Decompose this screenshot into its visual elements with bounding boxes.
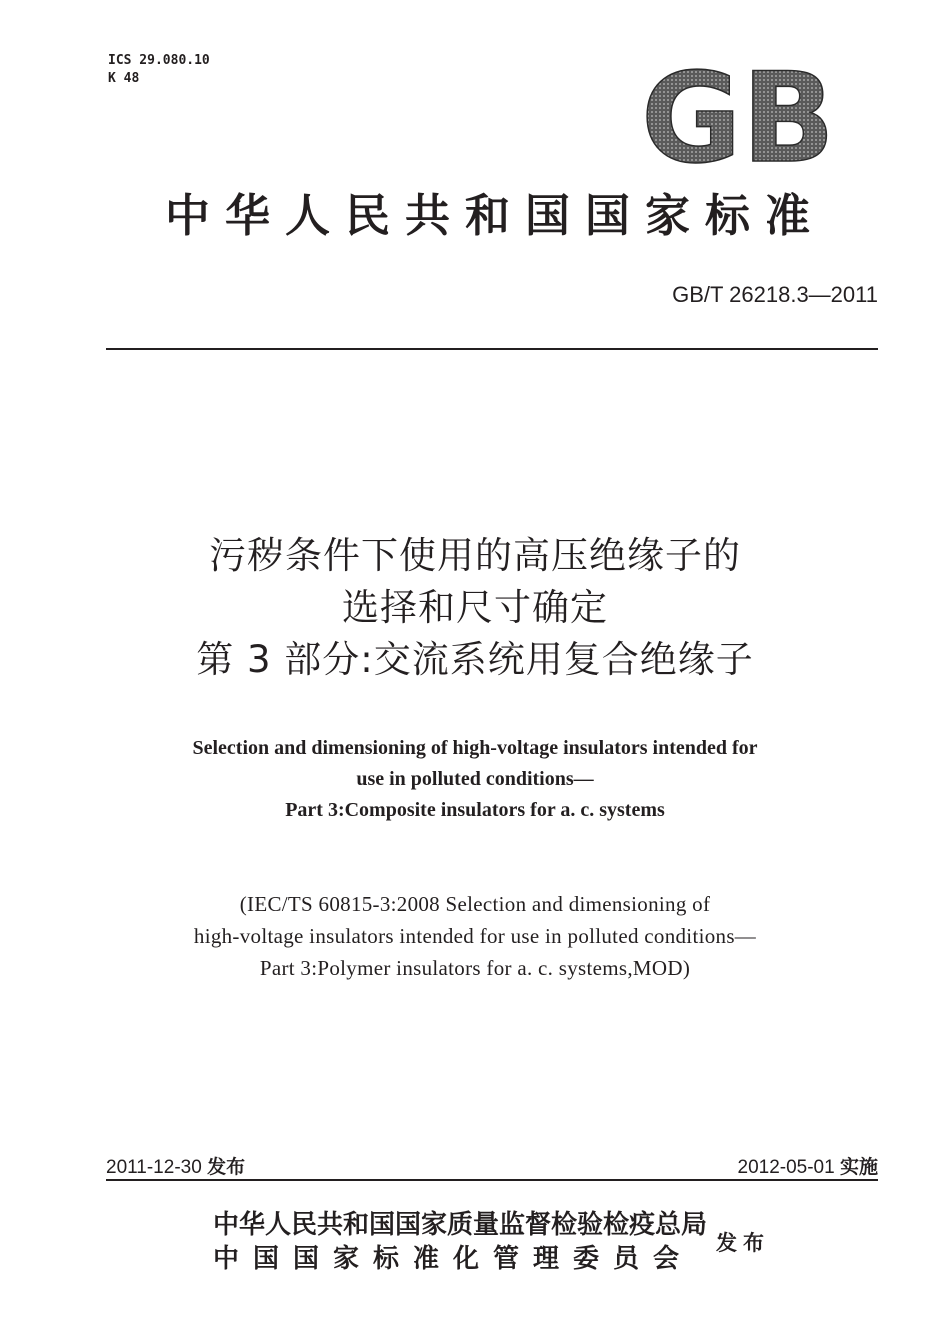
- footer-divider: [106, 1179, 878, 1181]
- chinese-title: [60, 530, 890, 686]
- ics-code: ICS 29.080.10: [108, 53, 210, 68]
- publisher-line-1: 中华人民共和国国家质量监督检验检疫总局: [213, 1210, 708, 1240]
- classification-codes: [108, 52, 210, 88]
- publisher-line-2: 中国国家标准化管理委员会: [213, 1244, 694, 1274]
- national-standard-heading: 中华人民共和国国家标准: [164, 189, 825, 242]
- ccs-code: K 48: [108, 71, 140, 86]
- standard-number: GB/T 26218.3—2011: [672, 282, 878, 307]
- chinese-title-line-3: 第 3 部分:交流系统用复合绝缘子: [196, 638, 754, 681]
- chinese-title-line-1: 污秽条件下使用的高压绝缘子的: [209, 534, 741, 577]
- chinese-title-line-2: 选择和尺寸确定: [342, 586, 608, 629]
- iec-reference-line-3: Part 3:Polymer insulators for a. c. systems,MOD): [259, 956, 691, 980]
- publisher: [213, 1208, 707, 1276]
- english-title-line-1: Selection and dimensioning of high-voltage insulators intended for: [192, 737, 758, 759]
- gb-logo-text: GB: [641, 62, 835, 170]
- english-title: [60, 733, 890, 826]
- iec-reference-line-2: high-voltage insulators intended for use in polluted conditions—: [193, 924, 757, 948]
- gb-logo: [638, 62, 838, 170]
- implementation-date-label: 实施: [839, 1156, 878, 1178]
- iec-reference: [60, 888, 890, 984]
- header-divider: [106, 348, 878, 350]
- issue-date-value: 2011-12-30: [106, 1157, 202, 1178]
- implementation-date-value: 2012-05-01: [737, 1157, 835, 1178]
- issue-date-label: 发布: [207, 1156, 246, 1178]
- english-title-line-3: Part 3:Composite insulators for a. c. systems: [285, 799, 665, 821]
- publish-label: 发布: [716, 1230, 770, 1255]
- iec-reference-line-1: (IEC/TS 60815-3:2008 Selection and dimensioning of: [239, 892, 711, 916]
- english-title-line-2: use in polluted conditions—: [356, 768, 594, 790]
- implementation-date: [738, 1152, 879, 1179]
- issue-date: [106, 1152, 245, 1179]
